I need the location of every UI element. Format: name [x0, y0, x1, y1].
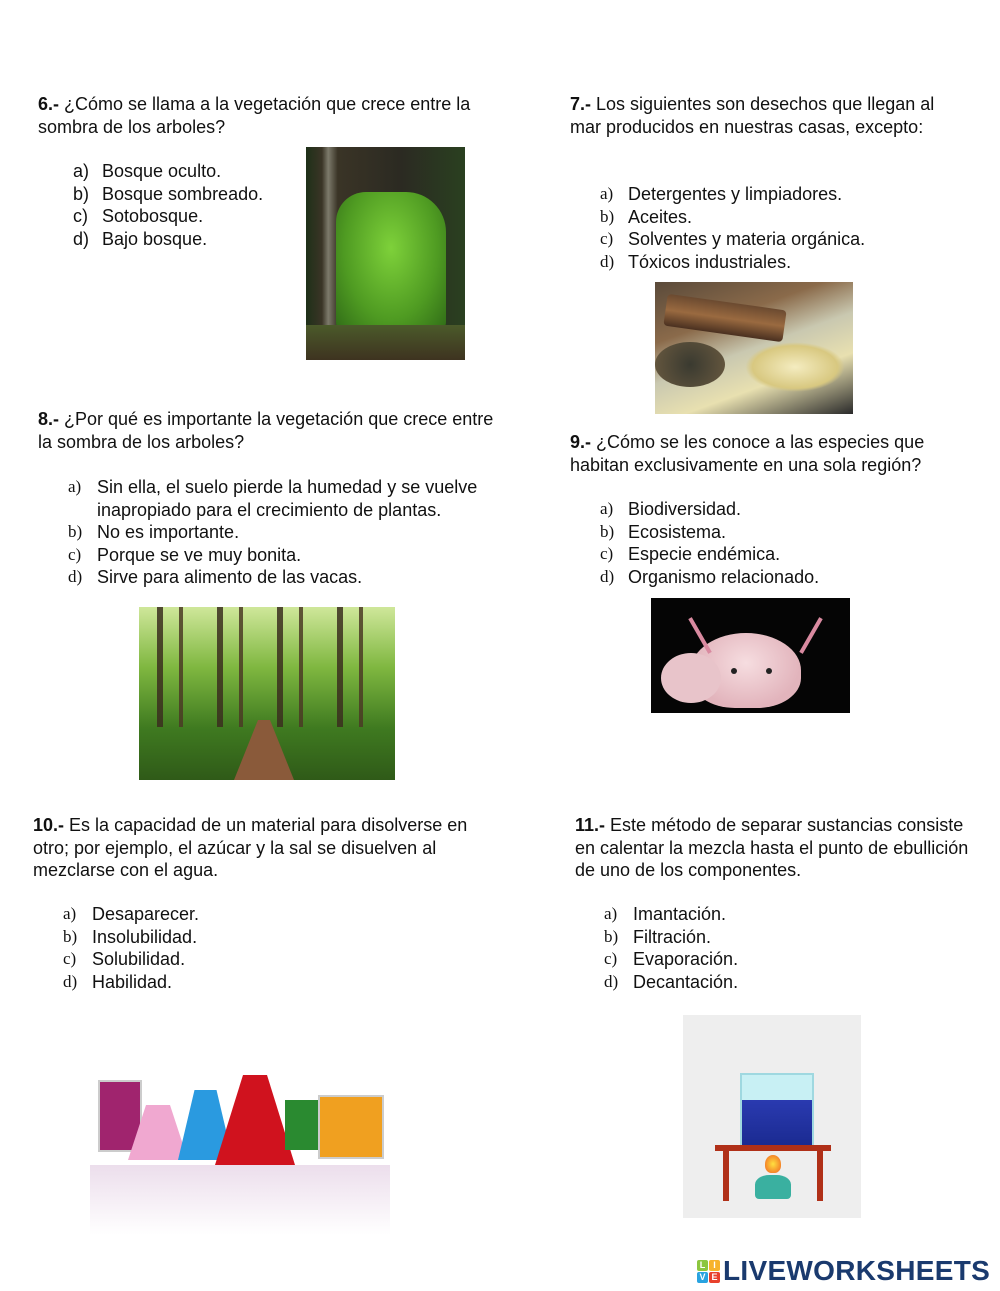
option-a[interactable]: a) Detergentes y limpiadores.: [600, 184, 843, 204]
option-b[interactable]: b) No es importante.: [68, 522, 240, 543]
question-7: 7.- Los siguientes son desechos que llegan al mar producidos en nuestras casas, excepto:: [570, 94, 935, 137]
option-c[interactable]: c) Especie endémica.: [600, 544, 781, 565]
option-a[interactable]: a) Sin ella, el suelo pierde la humedad y se vuelve: [68, 477, 478, 497]
liveworksheets-logo: L I V E LIVEWORKSHEETS: [697, 1255, 990, 1287]
logo-blocks-icon: L I V E: [697, 1260, 720, 1283]
option-b[interactable]: b) Insolubilidad.: [63, 926, 198, 947]
options-8: [68, 476, 477, 589]
question-6: 6.- ¿Cómo se llama a la vegetación que crece entre la sombra de los arboles?: [38, 94, 471, 137]
option-c[interactable]: c) Solventes y materia orgánica.: [600, 229, 866, 250]
option-d[interactable]: d) Tóxicos industriales.: [600, 251, 792, 272]
option-d[interactable]: d) Sirve para alimento de las vacas.: [68, 567, 363, 588]
option-d[interactable]: d) Habilidad.: [63, 971, 173, 992]
forest-image: [139, 607, 395, 780]
option-b[interactable]: b) Bosque sombreado.: [73, 183, 264, 204]
option-d[interactable]: d) Organismo relacionado.: [600, 566, 820, 587]
option-a[interactable]: a) Desaparecer.: [63, 904, 200, 924]
option-c[interactable]: c) Sotobosque.: [73, 206, 204, 227]
options-7: [600, 183, 865, 273]
sewage-pipes-image: [655, 282, 853, 414]
question-11: 11.- Este método de separar sustancias consiste en calentar la mezcla hasta el punto de ebullición de uno de los componentes.: [575, 815, 969, 880]
options-11: [604, 903, 738, 993]
option-b[interactable]: b) Aceites.: [600, 206, 693, 227]
option-c[interactable]: c) Porque se ve muy bonita.: [68, 544, 302, 565]
option-a[interactable]: a) Bosque oculto.: [73, 161, 222, 181]
lab-flasks-image: [80, 1020, 398, 1238]
question-10: 10.- Es la capacidad de un material para disolverse en otro; por ejemplo, el azúcar y la sal se disuelven al mezclarse con el agua.: [33, 815, 468, 880]
evaporation-image: [683, 1015, 861, 1218]
option-d[interactable]: d) Bajo bosque.: [73, 228, 208, 249]
options-6: [73, 160, 263, 250]
option-a[interactable]: a) Imantación.: [604, 904, 727, 924]
option-b[interactable]: b) Filtración.: [604, 926, 712, 947]
option-a[interactable]: a) Biodiversidad.: [600, 499, 742, 519]
option-c[interactable]: c) Evaporación.: [604, 949, 739, 970]
question-8: 8.- ¿Por qué es importante la vegetación que crece entre la sombra de los arboles?: [38, 409, 494, 452]
moss-image: [306, 147, 465, 360]
options-9: [600, 498, 819, 588]
option-c[interactable]: c) Solubilidad.: [63, 949, 186, 970]
question-9: 9.- ¿Cómo se les conoce a las especies que habitan exclusivamente en una sola región?: [570, 432, 925, 475]
axolotl-image: [651, 598, 850, 713]
option-d[interactable]: d) Decantación.: [604, 971, 739, 992]
option-a-continued: inapropiado para el crecimiento de plantas.: [97, 499, 442, 520]
option-b[interactable]: b) Ecosistema.: [600, 521, 727, 542]
options-10: [63, 903, 199, 993]
